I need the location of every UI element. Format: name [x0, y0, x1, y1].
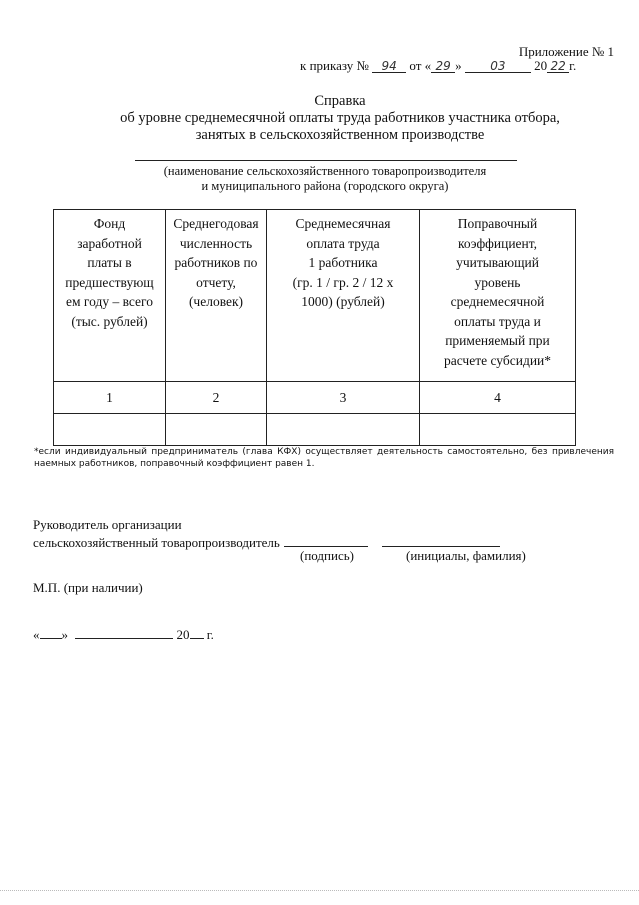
data-cell-coefficient[interactable] [420, 414, 576, 446]
order-day-close: » [455, 58, 462, 73]
signature-line-1: Руководитель организации [33, 517, 182, 532]
table-data-row [54, 414, 576, 446]
name-field[interactable] [382, 534, 500, 547]
organization-caption [100, 164, 550, 194]
order-from-label: от « [409, 58, 432, 73]
stamp-label: М.П. (при наличии) [33, 580, 143, 595]
header-cell-monthly-wage: Среднемесячная оплата труда 1 работника (гр. 1 / гр. 2 / 12 х 1000) (рублей) [267, 210, 420, 382]
appendix-label: Приложение № 1 [518, 44, 614, 59]
column-number: 1 [54, 382, 166, 414]
data-cell-monthly-wage[interactable] [267, 414, 420, 446]
title-line-2: об уровне среднемесячной оплаты труда работников участника отбора, [120, 110, 560, 126]
order-reference [300, 58, 608, 74]
date-line: « » 20 г. [33, 627, 214, 642]
data-cell-headcount[interactable] [166, 414, 267, 446]
header-cell-coefficient: Поправочный коэффициент, учитывающий уровень среднемесячной оплаты труда и применяемый при расчете субсидии* [420, 210, 576, 382]
org-caption-line-1: (наименование сельскохозяйственного товаропроизводителя [163, 164, 487, 178]
title-line-3: занятых в сельскохозяйственном производстве [195, 127, 485, 143]
title-line-1: Справка [314, 93, 366, 109]
signature-field[interactable] [284, 534, 368, 547]
data-cell-fund[interactable] [54, 414, 166, 446]
order-number: 94 [372, 60, 406, 73]
footnote: *если индивидуальный предприниматель (глава КФХ) осуществляет деятельность самостоятельно, без привлечения наемных работников, поправочный коэффициент равен 1. [34, 447, 614, 469]
signature-line-2: сельскохозяйственный товаропроизводитель [33, 534, 500, 552]
column-number: 3 [267, 382, 420, 414]
date-year-field[interactable] [190, 626, 204, 639]
order-year-prefix: 20 [534, 58, 548, 73]
header-cell-headcount: Среднегодовая численность работников по отчету, (человек) [166, 210, 267, 382]
org-caption-line-2: и муниципального района (городского округа) [201, 179, 449, 193]
table-header-row [54, 210, 576, 382]
order-prefix: к приказу № [300, 58, 369, 73]
order-year-suffix: 22 [547, 60, 569, 73]
signature-block [33, 516, 500, 552]
header-cell-fund: Фонд заработной платы в предшествующ ем году – всего (тыс. рублей) [54, 210, 166, 382]
signature-caption: (подпись) [300, 548, 354, 563]
table-number-row [54, 382, 576, 414]
column-number: 4 [420, 382, 576, 414]
document-title [40, 93, 639, 144]
organization-name-line [135, 160, 517, 161]
column-number: 2 [166, 382, 267, 414]
order-day: 29 [431, 60, 455, 73]
wage-table [53, 209, 576, 446]
date-month-field[interactable] [75, 626, 173, 639]
page-edge [0, 890, 639, 891]
order-year-unit: г. [569, 58, 577, 73]
order-month: 03 [465, 60, 531, 73]
name-caption: (инициалы, фамилия) [406, 548, 526, 563]
date-day-field[interactable] [40, 626, 62, 639]
